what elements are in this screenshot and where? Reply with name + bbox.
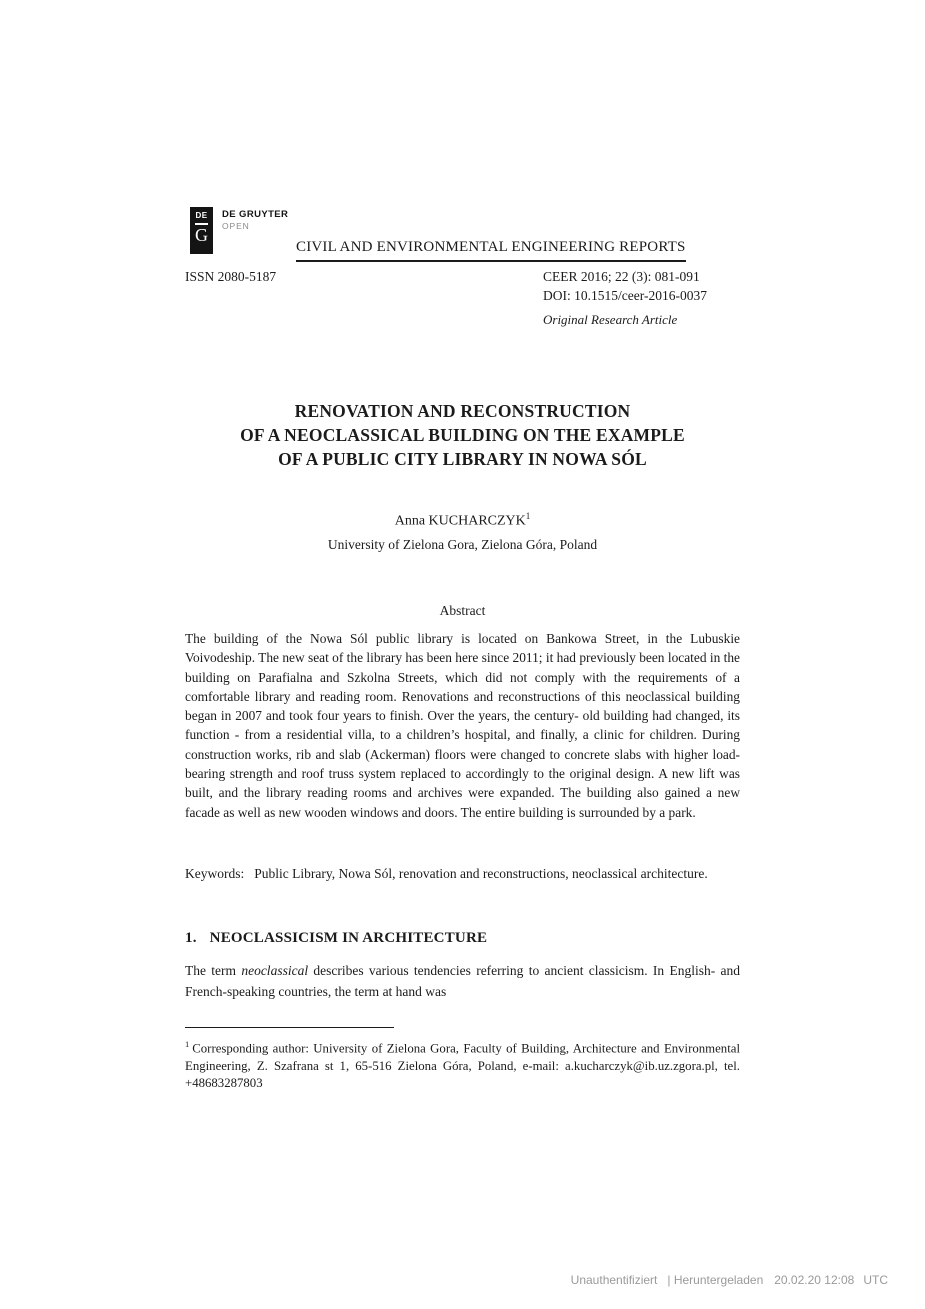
- stamp-status: Unauthentifiziert: [570, 1273, 658, 1287]
- abstract-text: The building of the Nowa Sól public library is located on Bankowa Street, in the Lubuskie Voivodeship. The new seat of the library has been here since 2011; it had previously been located in the building on Parafialna and Szkolna Streets, which did not comply with the requirements of a comfortable library and reading room. Renovations and reconstructions of this neoclassical building began in 2007 and took four years to finish. Over the years, the century- old building had changed, its function - from a residential villa, to a children’s hospital, and finally, a clinic for children. During construction works, rib and slab (Ackerman) floors were changed to concrete slabs with higher load-bearing strength and roof truss system replaced to accordingly to the original design. A new lift was built, and the library reading rooms and archives were expanded. The building also gained a new facade as well as new wooden windows and doors. The entire building is surrounded by a park.: [185, 631, 740, 820]
- footnote: [185, 1036, 740, 1093]
- section-1-paragraph: [185, 961, 740, 1002]
- stamp-datetime: 20.02.20 12:08: [774, 1273, 855, 1287]
- keywords-label: Keywords:: [185, 866, 245, 881]
- section-1-title: NEOCLASSICISM IN ARCHITECTURE: [209, 930, 488, 946]
- section-1-text-end: describes various tendencies referring to ancient classicism. In English- and French-speaking countries, the term at hand was: [185, 963, 740, 999]
- section-1-text-start: The term: [185, 963, 242, 978]
- publisher-name: DE GRUYTER: [222, 209, 289, 220]
- publisher-brand: [222, 209, 288, 231]
- author-name: Anna KUCHARCZYK: [394, 513, 526, 529]
- logo-g-text: G: [195, 225, 208, 245]
- section-1-italic-term: neoclassical: [241, 963, 309, 978]
- article-title-line2: OF A NEOCLASSICAL BUILDING ON THE EXAMPLE: [240, 425, 685, 445]
- article-title-line1: RENOVATION AND RECONSTRUCTION: [294, 401, 631, 421]
- de-gruyter-logo-icon: [190, 207, 213, 254]
- doi: DOI: 10.1515/ceer-2016-0037: [543, 287, 707, 303]
- keywords-text: Public Library, Nowa Sól, renovation and reconstructions, neoclassical architecture.: [254, 866, 708, 881]
- journal-name: CIVIL AND ENVIRONMENTAL ENGINEERING REPORTS: [296, 239, 686, 262]
- keywords: [185, 864, 740, 884]
- footnote-ref: 1: [185, 1039, 190, 1049]
- download-stamp: [571, 1273, 888, 1287]
- footnote-separator-rule: [185, 1027, 394, 1028]
- article-title: [185, 399, 740, 471]
- footnote-text: Corresponding author: University of Zielona Gora, Faculty of Building, Architecture and Environmental Engineering, Z. Szafrana st 1, 65-516 Zielona Góra, Poland, e-mail: a.kucharczyk@ib.uz.zgora.pl, tel. +48683287803: [185, 1041, 740, 1091]
- abstract-heading: Abstract: [439, 603, 486, 618]
- stamp-timezone: UTC: [863, 1273, 888, 1287]
- author-footnote-ref: 1: [525, 511, 531, 521]
- section-1-heading: [185, 930, 740, 947]
- article-type: Original Research Article: [543, 312, 678, 327]
- affiliation: University of Zielona Gora, Zielona Góra, Poland: [327, 537, 598, 552]
- citation: CEER 2016; 22 (3): 081-091: [543, 269, 700, 284]
- publisher-open-label: OPEN: [222, 221, 250, 231]
- section-1-number: 1.: [185, 930, 197, 946]
- issn: ISSN 2080-5187: [185, 269, 277, 284]
- citation-block: [543, 268, 707, 305]
- logo-de-text: DE: [195, 211, 208, 220]
- stamp-downloaded-label: | Heruntergeladen: [667, 1273, 764, 1287]
- article-title-line3: OF A PUBLIC CITY LIBRARY IN NOWA SÓL: [278, 449, 647, 469]
- author-line: [185, 511, 740, 530]
